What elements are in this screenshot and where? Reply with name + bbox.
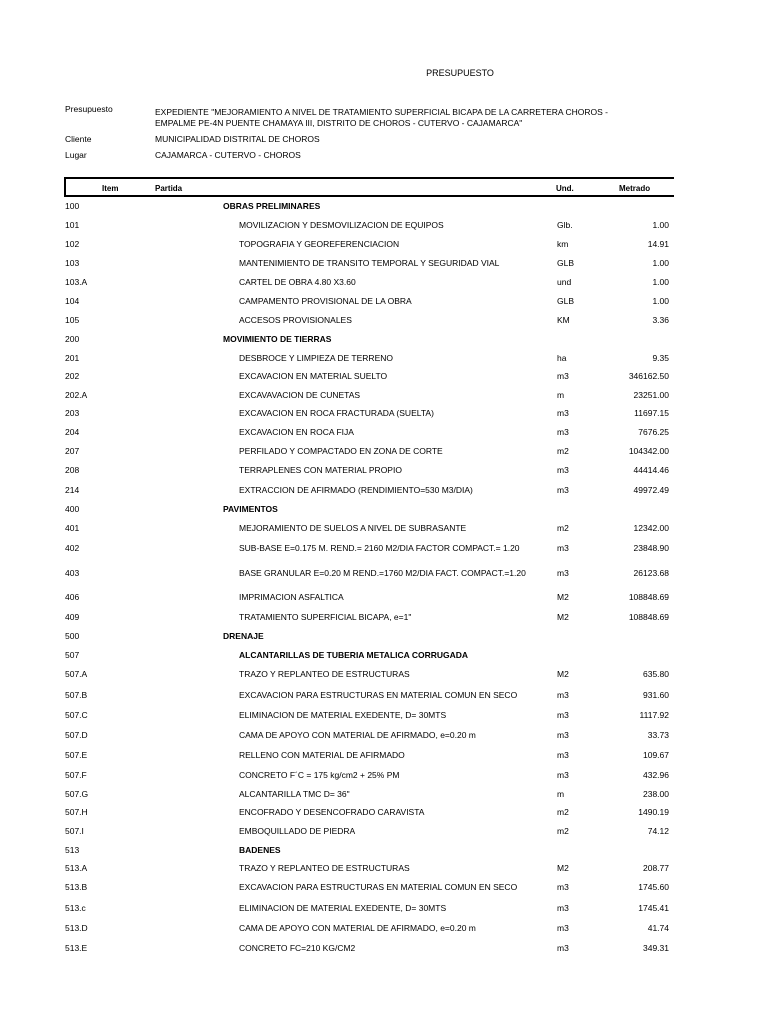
table-row [0, 903, 768, 917]
table-row [0, 296, 768, 310]
row-item: 402 [65, 543, 80, 553]
row-partida: ELIMINACION DE MATERIAL EXEDENTE, D= 30MTS [239, 903, 447, 913]
row-und: m3 [557, 943, 569, 953]
row-und: m2 [557, 807, 569, 817]
row-metrado: 7676.25 [638, 427, 669, 437]
table-row [0, 408, 768, 422]
table-row [0, 750, 768, 764]
row-partida: CAMPAMENTO PROVISIONAL DE LA OBRA [239, 296, 412, 306]
row-metrado: 9.35 [652, 353, 669, 363]
row-item: 513.D [65, 923, 88, 933]
row-metrado: 109.67 [643, 750, 669, 760]
table-row [0, 543, 768, 557]
row-metrado: 104342.00 [628, 446, 669, 456]
row-item: 507.E [65, 750, 88, 760]
row-und: M2 [557, 863, 569, 873]
row-partida: ACCESOS PROVISIONALES [239, 315, 352, 325]
table-row [0, 592, 768, 606]
row-item: 401 [65, 523, 80, 533]
row-partida: TRAZO Y REPLANTEO DE ESTRUCTURAS [239, 669, 410, 679]
row-item: 507.B [65, 690, 88, 700]
row-metrado: 11697.15 [634, 408, 669, 418]
row-item: 507.F [65, 770, 87, 780]
row-partida: ENCOFRADO Y DESENCOFRADO CARAVISTA [239, 807, 425, 817]
table-row [0, 845, 768, 859]
row-und: m3 [557, 371, 569, 381]
row-item: 101 [65, 220, 80, 230]
row-metrado: 346162.50 [628, 371, 669, 381]
row-partida: TOPOGRAFIA Y GEOREFERENCIACION [239, 239, 400, 249]
row-und: m3 [557, 710, 569, 720]
lugar-label: Lugar [65, 150, 87, 160]
row-partida: EXCAVAVACION DE CUNETAS [239, 390, 361, 400]
table-row [0, 504, 768, 518]
table-row [0, 390, 768, 404]
row-metrado: 238.00 [643, 789, 669, 799]
row-und: GLB [557, 258, 575, 268]
lugar-value: CAJAMARCA - CUTERVO - CHOROS [155, 150, 301, 160]
row-metrado: 1745.41 [638, 903, 669, 913]
header-item: Item [102, 184, 119, 193]
header-und: Und. [556, 184, 574, 193]
row-partida: OBRAS PRELIMINARES [223, 201, 321, 211]
row-und: m3 [557, 465, 569, 475]
row-metrado: 44414.46 [633, 465, 669, 475]
table-row [0, 277, 768, 291]
row-metrado: 33.73 [647, 730, 669, 740]
row-item: 507.A [65, 669, 88, 679]
row-und: m2 [557, 826, 569, 836]
cliente-value: MUNICIPALIDAD DISTRITAL DE CHOROS [155, 134, 320, 144]
row-item: 507.C [65, 710, 88, 720]
row-und: M2 [557, 612, 569, 622]
row-metrado: 208.77 [643, 863, 669, 873]
row-partida: ELIMINACION DE MATERIAL EXEDENTE, D= 30MTS [239, 710, 447, 720]
row-partida: MANTENIMIENTO DE TRANSITO TEMPORAL Y SEGURIDAD VIAL [239, 258, 500, 268]
row-partida: EXCAVACION EN ROCA FIJA [239, 427, 354, 437]
row-item: 507 [65, 650, 80, 660]
row-metrado: 49972.49 [633, 485, 669, 495]
row-metrado: 1.00 [652, 296, 669, 306]
row-item: 204 [65, 427, 80, 437]
table-row [0, 485, 768, 499]
table-row [0, 465, 768, 479]
table-row [0, 220, 768, 234]
row-partida: EXCAVACION EN MATERIAL SUELTO [239, 371, 388, 381]
row-item: 513.B [65, 882, 88, 892]
row-item: 507.H [65, 807, 88, 817]
row-und: km [557, 239, 569, 249]
row-und: m3 [557, 485, 569, 495]
presupuesto-label: Presupuesto [65, 104, 113, 114]
row-item: 208 [65, 465, 80, 475]
table-row [0, 371, 768, 385]
row-partida: BASE GRANULAR E=0.20 M REND.=1760 M2/DIA FACT. COMPACT.=1.20 [239, 568, 526, 578]
row-partida: RELLENO CON MATERIAL DE AFIRMADO [239, 750, 405, 760]
row-partida: EMBOQUILLADO DE PIEDRA [239, 826, 356, 836]
row-metrado: 23848.90 [633, 543, 669, 553]
row-item: 105 [65, 315, 80, 325]
row-partida: TRATAMIENTO SUPERFICIAL BICAPA, e=1" [239, 612, 412, 622]
row-partida: MEJORAMIENTO DE SUELOS A NIVEL DE SUBRASANTE [239, 523, 467, 533]
row-item: 403 [65, 568, 80, 578]
row-metrado: 14.91 [647, 239, 669, 249]
row-und: ha [557, 353, 567, 363]
row-partida: BADENES [239, 845, 281, 855]
row-metrado: 1.00 [652, 277, 669, 287]
row-partida: EXCAVACION EN ROCA FRACTURADA (SUELTA) [239, 408, 434, 418]
cliente-label: Cliente [65, 134, 92, 144]
row-item: 406 [65, 592, 80, 602]
row-und: m3 [557, 750, 569, 760]
row-und: m2 [557, 446, 569, 456]
row-item: 104 [65, 296, 80, 306]
row-partida: CARTEL DE OBRA 4.80 X3.60 [239, 277, 356, 287]
row-item: 200 [65, 334, 80, 344]
row-und: m3 [557, 408, 569, 418]
table-row [0, 353, 768, 367]
table-row [0, 882, 768, 896]
row-metrado: 349.31 [643, 943, 669, 953]
row-und: m3 [557, 690, 569, 700]
row-und: m3 [557, 568, 569, 578]
row-item: 507.D [65, 730, 88, 740]
table-row [0, 258, 768, 272]
row-metrado: 108848.69 [628, 612, 669, 622]
table-row [0, 770, 768, 784]
row-partida: MOVILIZACION Y DESMOVILIZACION DE EQUIPOS [239, 220, 444, 230]
row-item: 400 [65, 504, 80, 514]
row-metrado: 23251.00 [633, 390, 669, 400]
row-metrado: 931.60 [643, 690, 669, 700]
row-partida: PERFILADO Y COMPACTADO EN ZONA DE CORTE [239, 446, 443, 456]
row-metrado: 1490.19 [638, 807, 669, 817]
table-row [0, 789, 768, 803]
row-metrado: 41.74 [647, 923, 669, 933]
row-metrado: 1.00 [652, 258, 669, 268]
row-item: 103 [65, 258, 80, 268]
row-partida: IMPRIMACION ASFALTICA [239, 592, 344, 602]
table-row [0, 943, 768, 957]
row-item: 513 [65, 845, 80, 855]
row-item: 507.G [65, 789, 89, 799]
row-item: 409 [65, 612, 80, 622]
row-partida: ALCANTARILLA TMC D= 36" [239, 789, 350, 799]
row-item: 201 [65, 353, 80, 363]
row-und: m2 [557, 523, 569, 533]
row-partida: CONCRETO F´C = 175 kg/cm2 + 25% PM [239, 770, 400, 780]
row-metrado: 26123.68 [633, 568, 669, 578]
row-item: 102 [65, 239, 80, 249]
row-und: m3 [557, 903, 569, 913]
row-metrado: 12342.00 [633, 523, 669, 533]
row-metrado: 1.00 [652, 220, 669, 230]
row-item: 100 [65, 201, 80, 211]
row-item: 202.A [65, 390, 88, 400]
row-partida: EXTRACCION DE AFIRMADO (RENDIMIENTO=530 M3/DIA) [239, 485, 473, 495]
row-und: M2 [557, 592, 569, 602]
row-und: m3 [557, 923, 569, 933]
row-partida: CONCRETO FC=210 KG/CM2 [239, 943, 356, 953]
row-item: 202 [65, 371, 80, 381]
row-metrado: 635.80 [643, 669, 669, 679]
table-row [0, 239, 768, 253]
table-row [0, 523, 768, 537]
row-item: 214 [65, 485, 80, 495]
table-row [0, 826, 768, 840]
row-item: 103.A [65, 277, 88, 287]
row-item: 507.I [65, 826, 84, 836]
row-metrado: 3.36 [652, 315, 669, 325]
row-item: 207 [65, 446, 80, 456]
table-row [0, 568, 768, 582]
row-item: 203 [65, 408, 80, 418]
row-und: und [557, 277, 572, 287]
table-row [0, 863, 768, 877]
row-und: m3 [557, 730, 569, 740]
table-row [0, 631, 768, 645]
row-partida: SUB-BASE E=0.175 M. REND.= 2160 M2/DIA FACTOR COMPACT.= 1.20 [239, 543, 520, 553]
row-und: GLB [557, 296, 575, 306]
table-row [0, 669, 768, 683]
table-row [0, 807, 768, 821]
row-partida: EXCAVACION PARA ESTRUCTURAS EN MATERIAL COMUN EN SECO [239, 882, 518, 892]
table-row [0, 650, 768, 664]
table-row [0, 334, 768, 348]
row-und: m3 [557, 770, 569, 780]
row-und: M2 [557, 669, 569, 679]
row-item: 513.A [65, 863, 88, 873]
row-item: 500 [65, 631, 80, 641]
table-row [0, 446, 768, 460]
row-partida: DRENAJE [223, 631, 264, 641]
table-row [0, 690, 768, 704]
row-und: m3 [557, 882, 569, 892]
row-metrado: 1117.92 [639, 710, 669, 720]
table-row [0, 710, 768, 724]
row-partida: MOVIMIENTO DE TIERRAS [223, 334, 332, 344]
table-row [0, 315, 768, 329]
row-partida: PAVIMENTOS [223, 504, 278, 514]
row-partida: CAMA DE APOYO CON MATERIAL DE AFIRMADO, e=0.20 m [239, 730, 476, 740]
table-row [0, 427, 768, 441]
row-und: m [557, 390, 565, 400]
presupuesto-value-line1: EXPEDIENTE "MEJORAMIENTO A NIVEL DE TRATAMIENTO SUPERFICIAL BICAPA DE LA CARRETERA CHOROS - [155, 107, 608, 117]
row-partida: EXCAVACION PARA ESTRUCTURAS EN MATERIAL COMUN EN SECO [239, 690, 518, 700]
row-und: m3 [557, 427, 569, 437]
header-partida: Partida [155, 184, 183, 193]
row-und: Glb. [557, 220, 573, 230]
row-partida: CAMA DE APOYO CON MATERIAL DE AFIRMADO, e=0.20 m [239, 923, 476, 933]
row-und: KM [557, 315, 570, 325]
row-partida: ALCANTARILLAS DE TUBERIA METALICA CORRUGADA [239, 650, 469, 660]
row-und: m3 [557, 543, 569, 553]
presupuesto-value-line2: EMPALME PE-4N PUENTE CHAMAYA III, DISTRITO DE CHOROS - CUTERVO - CAJAMARCA" [155, 118, 523, 128]
table-row [0, 612, 768, 626]
page-title: PRESUPUESTO [426, 68, 494, 78]
table-row [0, 730, 768, 744]
row-metrado: 108848.69 [628, 592, 669, 602]
row-partida: DESBROCE Y LIMPIEZA DE TERRENO [239, 353, 393, 363]
row-metrado: 1745.60 [638, 882, 669, 892]
row-partida: TRAZO Y REPLANTEO DE ESTRUCTURAS [239, 863, 410, 873]
row-und: m [557, 789, 565, 799]
table-row [0, 923, 768, 937]
row-item: 513.c [65, 903, 86, 913]
row-partida: TERRAPLENES CON MATERIAL PROPIO [239, 465, 402, 475]
row-metrado: 74.12 [647, 826, 669, 836]
row-metrado: 432.96 [643, 770, 669, 780]
header-metrado: Metrado [619, 184, 651, 193]
table-row [0, 201, 768, 215]
row-item: 513.E [65, 943, 88, 953]
